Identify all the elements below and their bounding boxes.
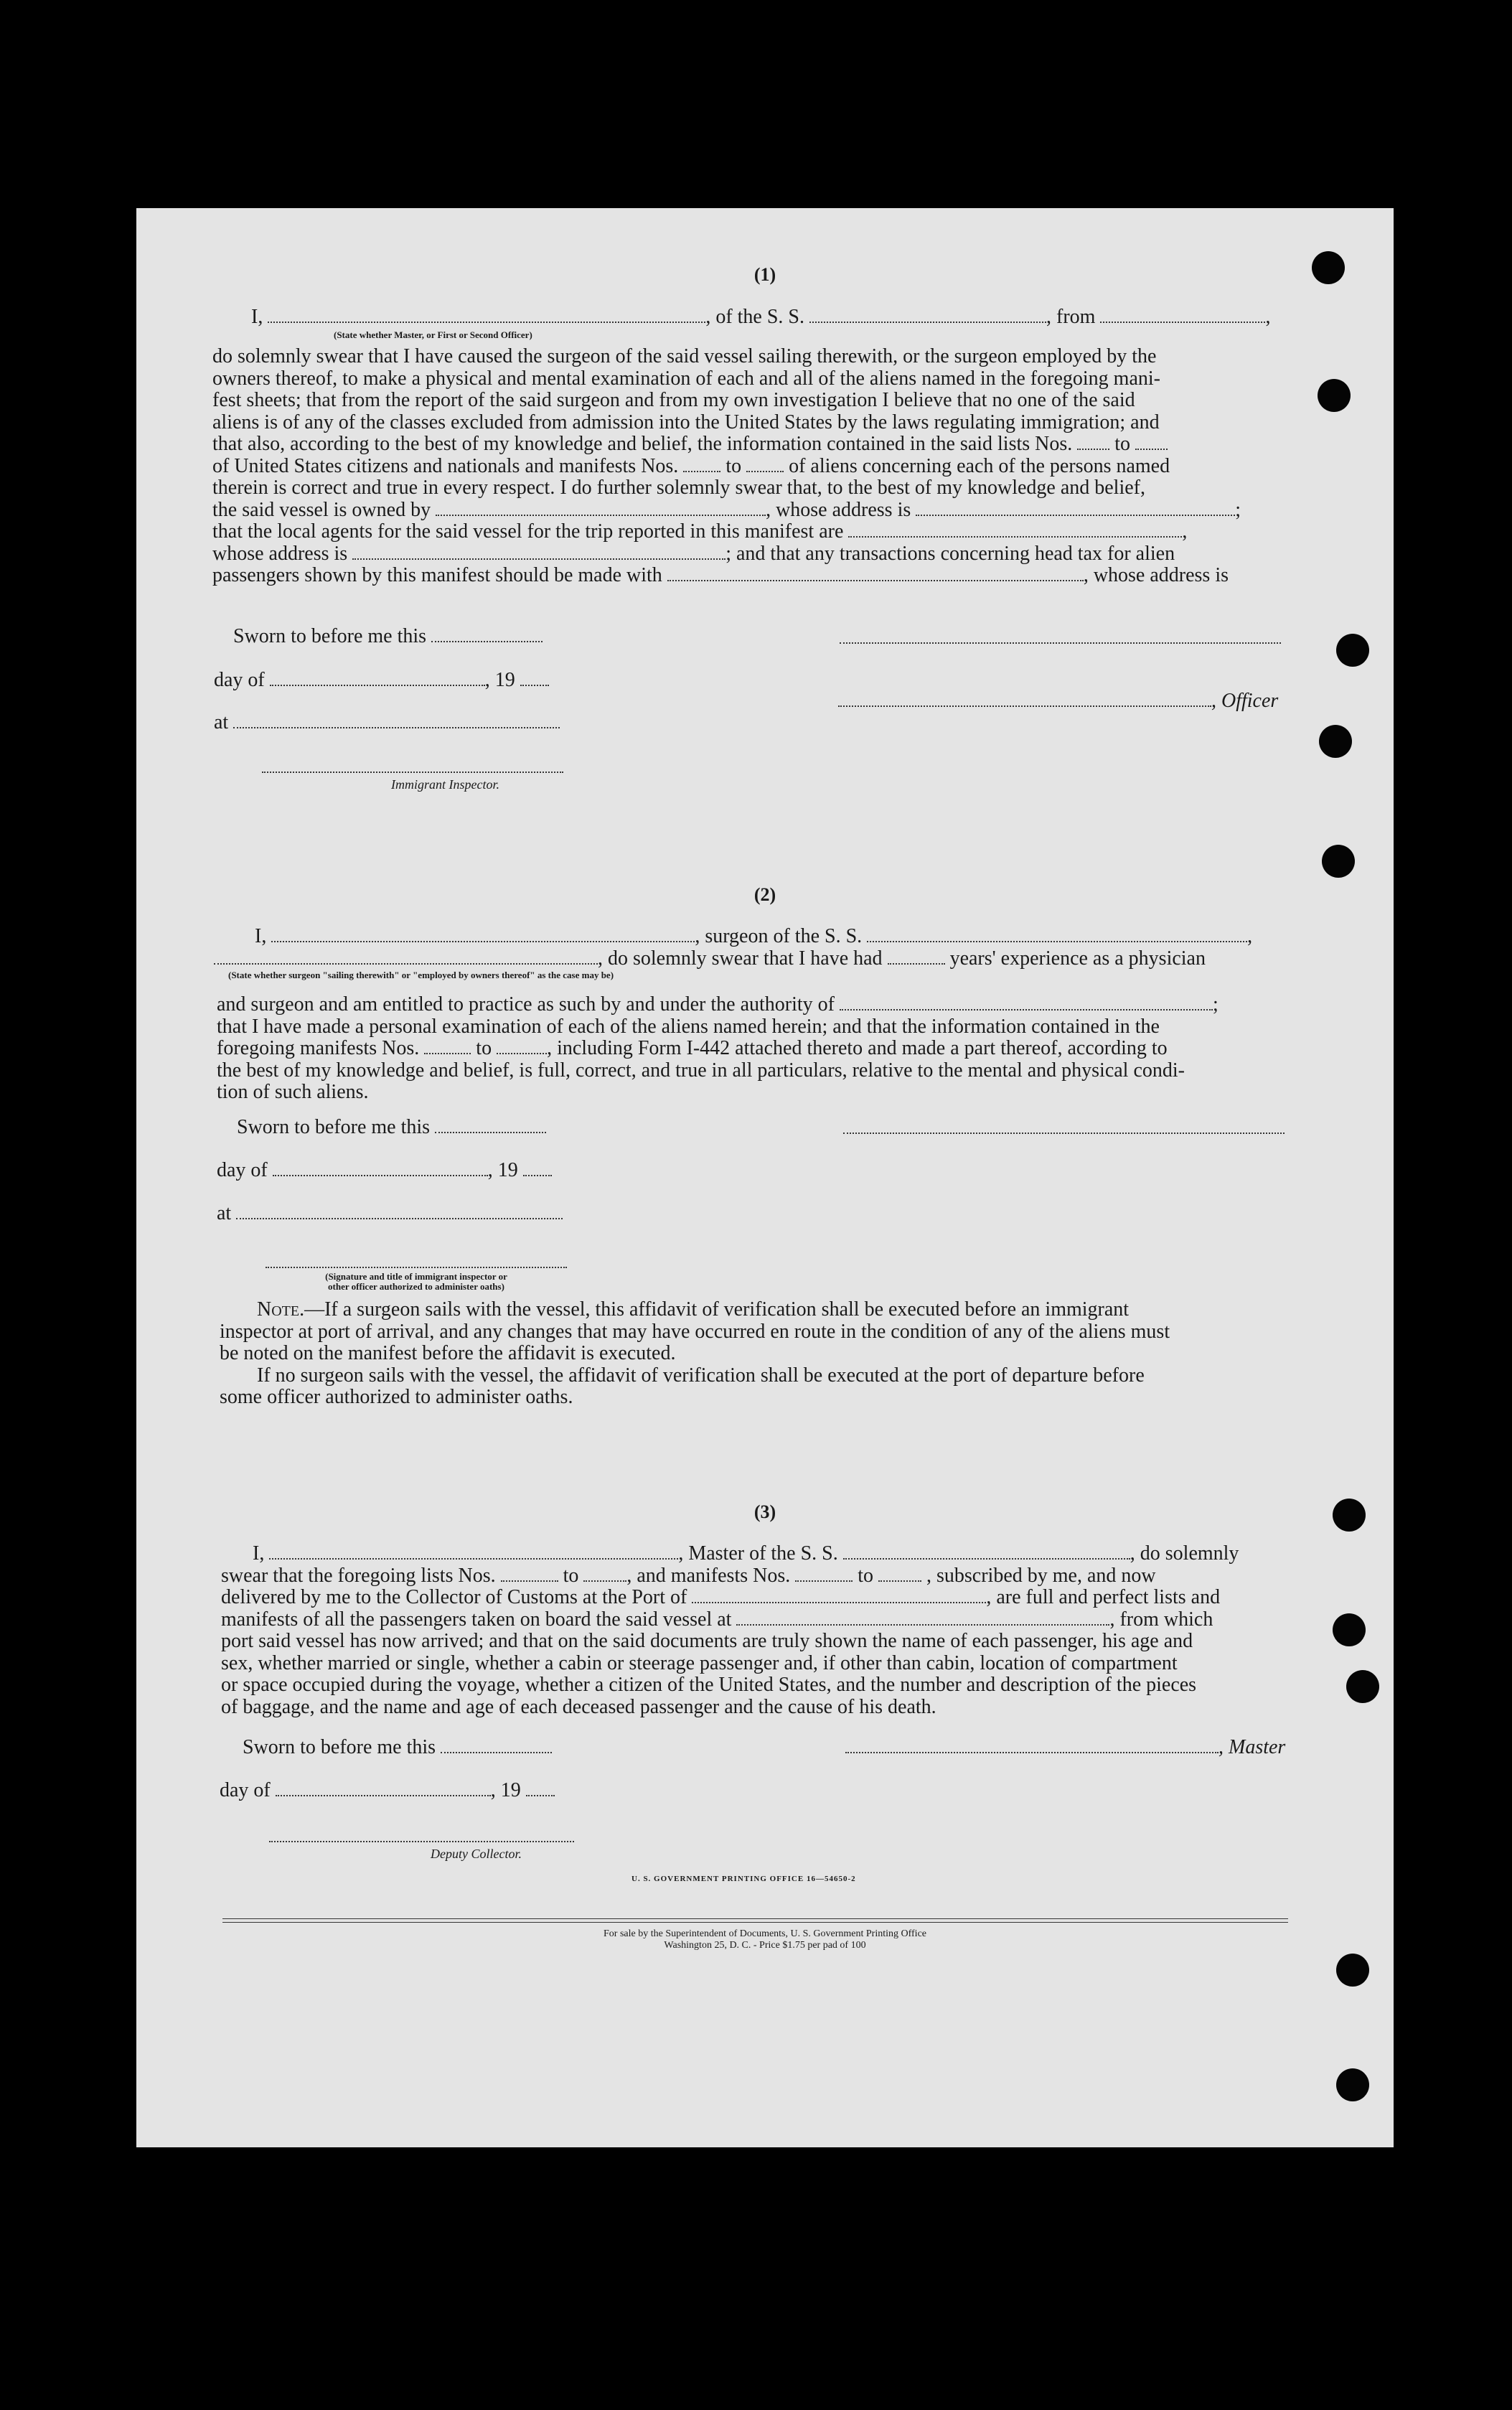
s2-manifests-to-field[interactable]	[497, 1038, 547, 1054]
s3-text: , and manifests Nos.	[626, 1564, 791, 1587]
gpo-imprint: U. S. GOVERNMENT PRINTING OFFICE 16—54650-2	[631, 1875, 856, 1883]
s2-text: to	[476, 1037, 492, 1059]
inspector-signature-line[interactable]	[262, 772, 563, 773]
deputy-caption: Deputy Collector.	[431, 1847, 522, 1861]
s1-text: that the local agents for the said vessel for the trip reported in this manifest are	[212, 520, 844, 543]
s2-text: ;	[1213, 993, 1218, 1016]
s3-text: swear that the foregoing lists Nos.	[221, 1564, 496, 1587]
head-tax-contact-field[interactable]	[667, 566, 1084, 581]
lists-to-field[interactable]	[1135, 434, 1168, 450]
s3-lists-to-field[interactable]	[583, 1566, 626, 1582]
s1-text: of aliens concerning each of the persons named	[789, 454, 1170, 477]
form-page	[136, 208, 1394, 2147]
years-experience-field[interactable]	[888, 949, 945, 965]
s2-text: Sworn to before me this	[237, 1116, 431, 1138]
s2-inspector-signature-line[interactable]	[266, 1267, 567, 1268]
sale-line: For sale by the Superintendent of Documents, U. S. Government Printing Office	[604, 1928, 926, 1939]
binder-hole	[1333, 1499, 1366, 1532]
s3-text: , subscribed by me, and now	[926, 1564, 1156, 1587]
s2-day-field[interactable]	[273, 1161, 488, 1176]
s3-day-of	[220, 1780, 555, 1802]
local-agents-field[interactable]	[848, 522, 1182, 538]
s1-text: , whose address is	[766, 498, 911, 521]
s1-place-field[interactable]	[233, 713, 560, 728]
s1-day-field[interactable]	[270, 670, 485, 686]
s2-place-field[interactable]	[236, 1204, 563, 1219]
section-3-number: (3)	[753, 1501, 776, 1522]
officer-signature-line-1[interactable]	[840, 642, 1281, 644]
s2-signature-caption	[273, 1272, 560, 1292]
s1-text: I,	[251, 306, 263, 328]
s2-text: inspector at port of arrival, and any changes that may have occurred en route in the condition of any of the aliens must	[220, 1320, 1170, 1343]
s2-text: tion of such aliens.	[217, 1081, 369, 1103]
s1-text: , from	[1046, 306, 1096, 328]
s1-day-of	[214, 670, 549, 692]
s1-text: to	[1114, 433, 1131, 455]
inspector-caption: Immigrant Inspector.	[391, 777, 499, 792]
s2-year-field[interactable]	[523, 1161, 552, 1176]
s3-sworn	[243, 1737, 552, 1759]
sale-line: Washington 25, D. C. - Price $1.75 per pad of 100	[664, 1940, 866, 1951]
s1-sworn-date-field[interactable]	[431, 627, 543, 642]
s1-text: ;	[1235, 498, 1241, 521]
surgeon-status-field[interactable]	[214, 949, 598, 965]
footer-rule-1	[222, 1918, 1288, 1919]
s3-text: sex, whether married or single, whether a cabin or steerage passenger and, if other than cabin, location of compartment	[221, 1651, 1178, 1674]
s1-text: , 19	[484, 669, 515, 691]
section-1-number: (1)	[753, 264, 776, 285]
s1-sworn	[233, 626, 543, 648]
deputy-signature-line[interactable]	[269, 1841, 574, 1842]
manifests-from-field[interactable]	[683, 456, 720, 472]
binder-hole	[1336, 2068, 1369, 2101]
officer-signature	[838, 690, 1278, 713]
s2-text: some officer authorized to administer oaths.	[220, 1386, 573, 1408]
officer-name-field[interactable]	[268, 307, 705, 323]
s1-text: passengers shown by this manifest should be made with	[212, 564, 662, 586]
surgeon-name-field[interactable]	[271, 927, 695, 942]
s3-manifests-to-field[interactable]	[878, 1566, 921, 1582]
binder-hole	[1333, 1613, 1366, 1646]
s3-text: Sworn to before me this	[243, 1736, 436, 1758]
binder-hole	[1312, 251, 1345, 284]
master-signature-line[interactable]	[845, 1738, 1218, 1753]
s2-text: that I have made a personal examination of each of the aliens named herein; and that the information contained in the	[217, 1015, 1160, 1038]
s2-line-2	[214, 948, 1206, 970]
s1-text: , of the S. S.	[705, 306, 805, 328]
master-signature	[845, 1737, 1285, 1759]
surgeon-caption: (State whether surgeon "sailing therewith" or "employed by owners thereof" as the case may be)	[228, 970, 614, 980]
binder-hole	[1322, 845, 1355, 878]
s1-text: therein is correct and true in every respect. I do further solemnly swear that, to the best of my knowledge and belief,	[212, 477, 1145, 499]
s1-year-field[interactable]	[520, 670, 549, 686]
footer-rule-2	[222, 1922, 1288, 1923]
s3-text: , 19	[490, 1779, 521, 1801]
s1-text: day of	[214, 669, 265, 691]
s1-text: to	[726, 454, 742, 477]
s2-text: ,	[1247, 925, 1253, 947]
binder-hole	[1336, 634, 1369, 667]
vessel-name-field[interactable]	[809, 307, 1046, 323]
s3-text: manifests of all the passengers taken on board the said vessel at	[221, 1608, 732, 1631]
port-of-embarkation-field[interactable]	[736, 1610, 1109, 1626]
s1-at	[214, 712, 560, 734]
s3-text: of baggage, and the name and age of each deceased passenger and the cause of his death.	[221, 1695, 936, 1718]
s2-caption-line: other officer authorized to administer oaths)	[328, 1281, 504, 1292]
owner-address-field[interactable]	[916, 500, 1235, 516]
s3-text: port said vessel has now arrived; and that on the said documents are truly shown the name of each passenger, his age and	[221, 1630, 1193, 1652]
s3-text: delivered by me to the Collector of Customs at the Port of	[221, 1586, 687, 1608]
s3-text: to	[858, 1564, 874, 1587]
s1-line-1	[251, 306, 1394, 329]
owner-field[interactable]	[436, 500, 766, 516]
s1-text: Sworn to before me this	[233, 625, 427, 647]
s1-text: ,	[1265, 306, 1271, 328]
sale-notice	[136, 1928, 1394, 1951]
s1-text: , whose address is	[1083, 564, 1229, 586]
s1-paragraph	[212, 346, 1353, 587]
s3-text: , Master of the S. S.	[678, 1542, 838, 1565]
s3-year-field[interactable]	[526, 1781, 555, 1796]
s3-text: to	[563, 1564, 579, 1587]
s3-manifests-from-field[interactable]	[795, 1566, 853, 1582]
s1-text: that also, according to the best of my knowledge and belief, the information contained in the said lists Nos.	[212, 433, 1073, 455]
s3-text: I,	[253, 1542, 265, 1565]
s2-at	[217, 1203, 563, 1225]
surgeon-signature-line[interactable]	[843, 1133, 1285, 1134]
s2-text: the best of my knowledge and belief, is full, correct, and true in all particulars, relative to the mental and physical condi-	[217, 1059, 1185, 1082]
s2-text: be noted on the manifest before the affidavit is executed.	[220, 1342, 676, 1364]
s2-sworn	[237, 1117, 546, 1139]
s2-text: foregoing manifests Nos.	[217, 1037, 420, 1059]
s2-text: years' experience as a physician	[949, 947, 1206, 970]
s1-text: aliens is of any of the classes excluded from admission into the United States by the laws regulating immigration; and	[212, 411, 1160, 433]
s1-text: the said vessel is owned by	[212, 498, 431, 521]
s3-vessel-field[interactable]	[843, 1544, 1130, 1560]
s1-text: at	[214, 711, 229, 733]
agents-address-field[interactable]	[352, 544, 726, 560]
s3-text: or space occupied during the voyage, whether a citizen of the United States, and the number and description of the pieces	[221, 1674, 1197, 1696]
s3-text: , do solemnly	[1130, 1542, 1239, 1565]
s1-text: ,	[1182, 520, 1188, 543]
s2-text: I,	[255, 925, 267, 947]
manifests-to-field[interactable]	[746, 456, 784, 472]
s2-line-1	[255, 926, 1252, 948]
s3-text: day of	[220, 1779, 271, 1801]
s3-text: , from which	[1109, 1608, 1213, 1631]
s2-text: , 19	[487, 1159, 518, 1181]
s2-text: If no surgeon sails with the vessel, the affidavit of verification shall be executed at the port of departure before	[257, 1364, 1145, 1387]
s2-text: , surgeon of the S. S.	[695, 925, 863, 947]
s3-sworn-date-field[interactable]	[441, 1738, 552, 1753]
s2-paragraph	[217, 994, 1358, 1104]
s3-lists-from-field[interactable]	[501, 1566, 558, 1582]
s2-day-of	[217, 1160, 552, 1182]
departure-port-field[interactable]	[1100, 307, 1265, 323]
section-2-number: (2)	[753, 884, 776, 905]
binder-hole	[1319, 725, 1352, 758]
s3-day-field[interactable]	[276, 1781, 491, 1796]
s3-text: , are full and perfect lists and	[986, 1586, 1221, 1608]
s1-text: ; and that any transactions concerning head tax for alien	[726, 542, 1175, 565]
master-name-field[interactable]	[269, 1544, 678, 1560]
s2-caption-line: (Signature and title of immigrant inspector or	[325, 1271, 507, 1282]
s2-text: day of	[217, 1159, 268, 1181]
license-authority-field[interactable]	[840, 995, 1213, 1011]
officer-caption: , Officer	[1211, 690, 1279, 712]
s2-text: , do solemnly swear that I have had	[598, 947, 883, 970]
binder-hole	[1318, 379, 1351, 412]
master-caption: , Master	[1218, 1736, 1286, 1758]
note-label: Note.	[257, 1298, 305, 1321]
s2-sworn-date-field[interactable]	[435, 1117, 546, 1133]
s2-vessel-field[interactable]	[867, 927, 1247, 942]
s2-text: —If a surgeon sails with the vessel, this affidavit of verification shall be executed before an immigrant	[304, 1298, 1130, 1321]
lists-from-field[interactable]	[1077, 434, 1109, 450]
s1-text: of United States citizens and nationals and manifests Nos.	[212, 454, 679, 477]
s2-manifests-from-field[interactable]	[424, 1038, 471, 1054]
s2-note	[220, 1299, 1357, 1409]
port-of-arrival-field[interactable]	[692, 1588, 986, 1603]
officer-caption: (State whether Master, or First or Second Officer)	[334, 329, 532, 340]
officer-signature-line-2[interactable]	[838, 691, 1211, 707]
s1-text: fest sheets; that from the report of the said surgeon and from my own investigation I believe that no one of the said	[212, 389, 1135, 411]
binder-hole	[1346, 1670, 1379, 1703]
s2-text: at	[217, 1202, 232, 1224]
s1-text: whose address is	[212, 542, 348, 565]
s1-text: do solemnly swear that I have caused the surgeon of the said vessel sailing therewith, or the surgeon employed by the	[212, 345, 1157, 367]
s2-text: and surgeon and am entitled to practice as such by and under the authority of	[217, 993, 835, 1016]
s3-paragraph	[221, 1543, 1362, 1718]
s1-text: owners thereof, to make a physical and mental examination of each and all of the aliens named in the foregoing mani-	[212, 367, 1160, 390]
binder-hole	[1336, 1954, 1369, 1987]
s2-text: , including Form I-442 attached thereto and made a part thereof, according to	[547, 1037, 1168, 1059]
